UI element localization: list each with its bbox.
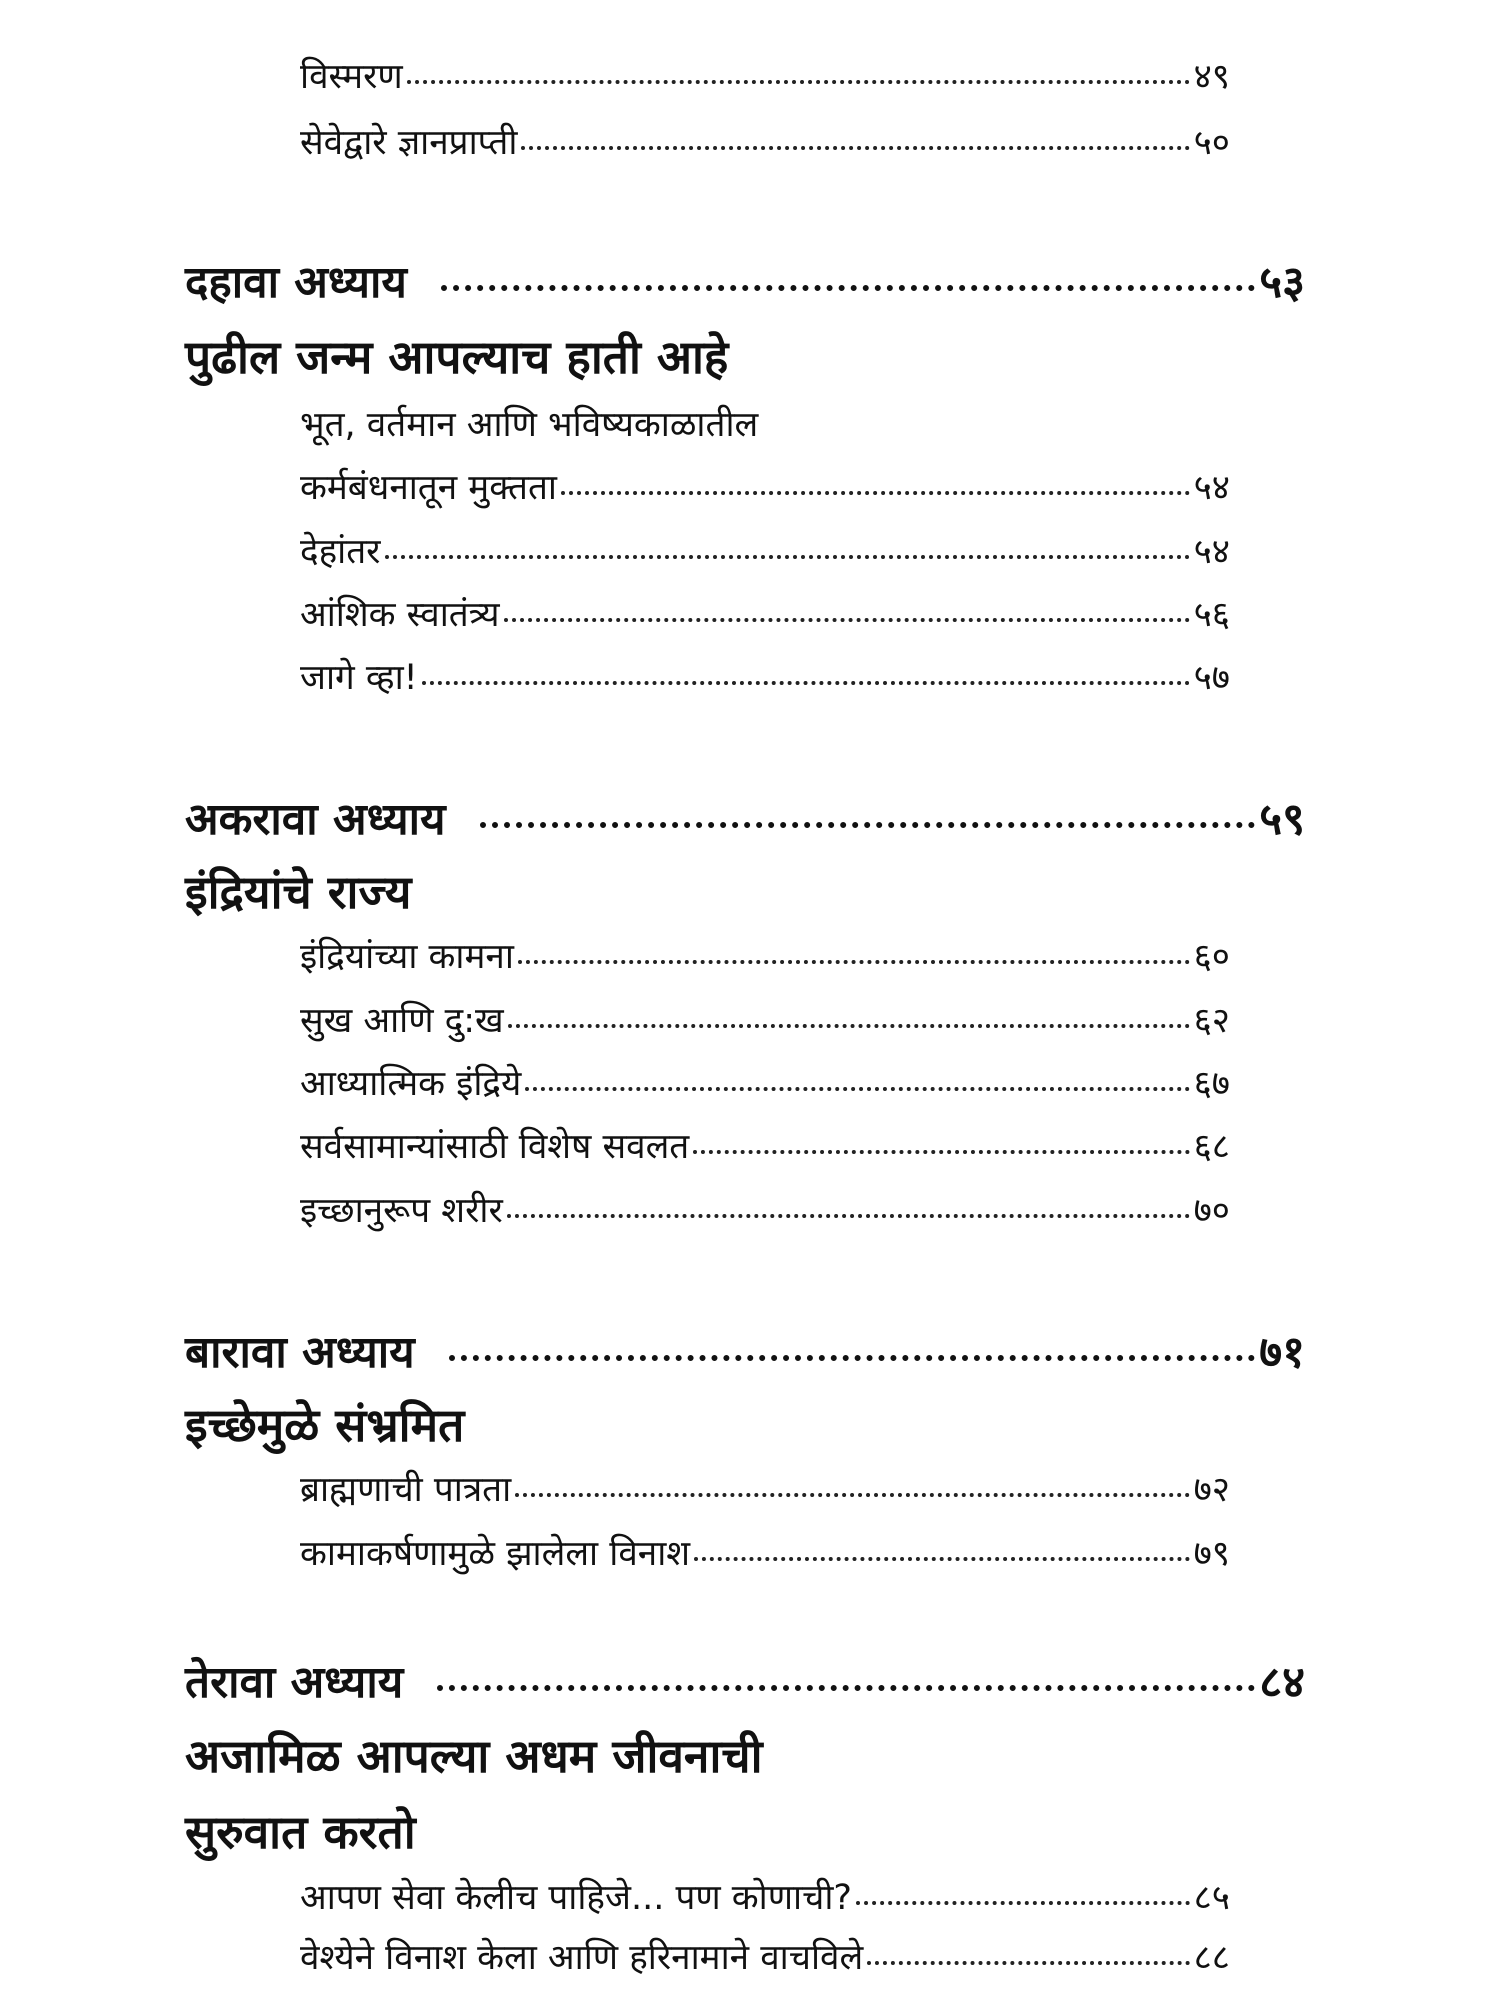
chapter-heading-label: अकरावा अध्याय bbox=[185, 794, 446, 845]
toc-entry-title: आपण सेवा केलीच पाहिजे... पण कोणाची? bbox=[300, 1878, 852, 1918]
toc-entry-page: ८५ bbox=[1193, 1878, 1230, 1918]
toc-entry bbox=[300, 1933, 1230, 1980]
leader-dots bbox=[694, 1526, 1190, 1562]
leader-dots bbox=[504, 587, 1190, 623]
toc-entry-page: ७९ bbox=[1193, 1534, 1230, 1574]
leader-dots bbox=[508, 993, 1190, 1029]
toc-entry bbox=[300, 1529, 1230, 1576]
toc-entry-title: जागे व्हा! bbox=[300, 658, 418, 698]
toc-entry-page: ५७ bbox=[1193, 658, 1230, 698]
leader-dots bbox=[385, 524, 1190, 560]
toc-entry-title: देहांतर bbox=[300, 532, 381, 572]
toc-entry-title: कर्मबंधनातून मुक्तता bbox=[300, 468, 557, 508]
toc-entry-title: आध्यात्मिक इंद्रिये bbox=[300, 1064, 522, 1104]
leader-dots bbox=[561, 460, 1190, 496]
toc-entry bbox=[300, 1059, 1230, 1106]
toc-entry bbox=[300, 527, 1230, 574]
chapter-page: ५९ bbox=[1259, 794, 1305, 845]
leader-dots bbox=[449, 1315, 1256, 1361]
toc-entry-page: ७० bbox=[1193, 1191, 1230, 1231]
leader-dots bbox=[856, 1870, 1190, 1906]
toc-entry bbox=[300, 463, 1230, 510]
toc-entry-page: ६७ bbox=[1193, 1064, 1230, 1104]
toc-entry-page: ६२ bbox=[1193, 1001, 1230, 1041]
toc-entry-title: सर्वसामान्यांसाठी विशेष सवलत bbox=[300, 1127, 690, 1167]
leader-dots bbox=[867, 1930, 1189, 1966]
toc-entry bbox=[300, 1465, 1230, 1512]
toc-entry-title: इच्छानुरूप शरीर bbox=[300, 1191, 503, 1231]
leader-dots bbox=[507, 1183, 1190, 1219]
toc-entry-page: ५६ bbox=[1193, 595, 1230, 635]
toc-entry bbox=[300, 932, 1230, 979]
leader-dots bbox=[521, 115, 1189, 151]
toc-entry-page: ८८ bbox=[1193, 1938, 1230, 1978]
leader-dots bbox=[422, 650, 1190, 686]
chapter-heading bbox=[185, 787, 1305, 847]
toc-entry bbox=[300, 1122, 1230, 1169]
chapter-page: ८४ bbox=[1259, 1657, 1305, 1708]
chapter-title: पुढील जन्म आपल्याच हाती आहे bbox=[185, 330, 729, 384]
toc-entry-title: इंद्रियांच्या कामना bbox=[300, 937, 514, 977]
toc-entry bbox=[300, 590, 1230, 637]
chapter-page: ७१ bbox=[1259, 1327, 1305, 1378]
toc-entry-title: आंशिक स्वातंत्र्य bbox=[300, 595, 500, 635]
toc-entry-page: ६० bbox=[1193, 937, 1230, 977]
toc-entry-title: कामाकर्षणामुळे झालेला विनाश bbox=[300, 1534, 691, 1574]
leader-dots bbox=[407, 49, 1190, 85]
leader-dots bbox=[480, 782, 1256, 828]
toc-entry-continuation: भूत, वर्तमान आणि भविष्यकाळातील bbox=[300, 405, 759, 445]
toc-entry-page: ६८ bbox=[1193, 1127, 1230, 1167]
toc-entry-page: ७२ bbox=[1193, 1470, 1230, 1510]
leader-dots bbox=[518, 929, 1190, 965]
leader-dots bbox=[525, 1056, 1189, 1092]
toc-entry bbox=[300, 118, 1230, 165]
chapter-heading-label: तेरावा अध्याय bbox=[185, 1657, 404, 1708]
toc-entry-title: सेवेद्वारे ज्ञानप्राप्ती bbox=[300, 123, 518, 163]
toc-entry-title: वेश्येने विनाश केला आणि हरिनामाने वाचविले bbox=[300, 1938, 864, 1978]
toc-entry bbox=[300, 1186, 1230, 1233]
leader-dots bbox=[515, 1462, 1189, 1498]
leader-dots bbox=[437, 1645, 1255, 1691]
toc-entry bbox=[300, 996, 1230, 1043]
chapter-page: ५३ bbox=[1259, 257, 1305, 308]
chapter-heading bbox=[185, 1320, 1305, 1380]
toc-entry-page: ५० bbox=[1193, 123, 1230, 163]
toc-entry-title: सुख आणि दु:ख bbox=[300, 1001, 504, 1041]
toc-entry-page: ५४ bbox=[1193, 468, 1230, 508]
chapter-title-line-2: सुरुवात करतो bbox=[185, 1805, 416, 1859]
chapter-title: अजामिळ आपल्या अधम जीवनाची bbox=[185, 1729, 763, 1783]
toc-entry bbox=[300, 52, 1230, 99]
toc-entry bbox=[300, 1873, 1230, 1920]
chapter-title: इच्छेमुळे संभ्रमित bbox=[185, 1398, 465, 1452]
chapter-heading-label: दहावा अध्याय bbox=[185, 257, 407, 308]
chapter-heading bbox=[185, 250, 1305, 310]
toc-entry-page: ५४ bbox=[1193, 532, 1230, 572]
toc-entry-title: विस्मरण bbox=[300, 57, 403, 97]
toc-entry-title: ब्राह्मणाची पात्रता bbox=[300, 1470, 512, 1510]
chapter-heading-label: बारावा अध्याय bbox=[185, 1327, 415, 1378]
leader-dots bbox=[441, 245, 1255, 291]
chapter-heading bbox=[185, 1650, 1305, 1710]
chapter-title: इंद्रियांचे राज्य bbox=[185, 865, 412, 919]
leader-dots bbox=[693, 1119, 1189, 1155]
toc-entry-page: ४९ bbox=[1193, 57, 1230, 97]
toc-entry bbox=[300, 653, 1230, 700]
